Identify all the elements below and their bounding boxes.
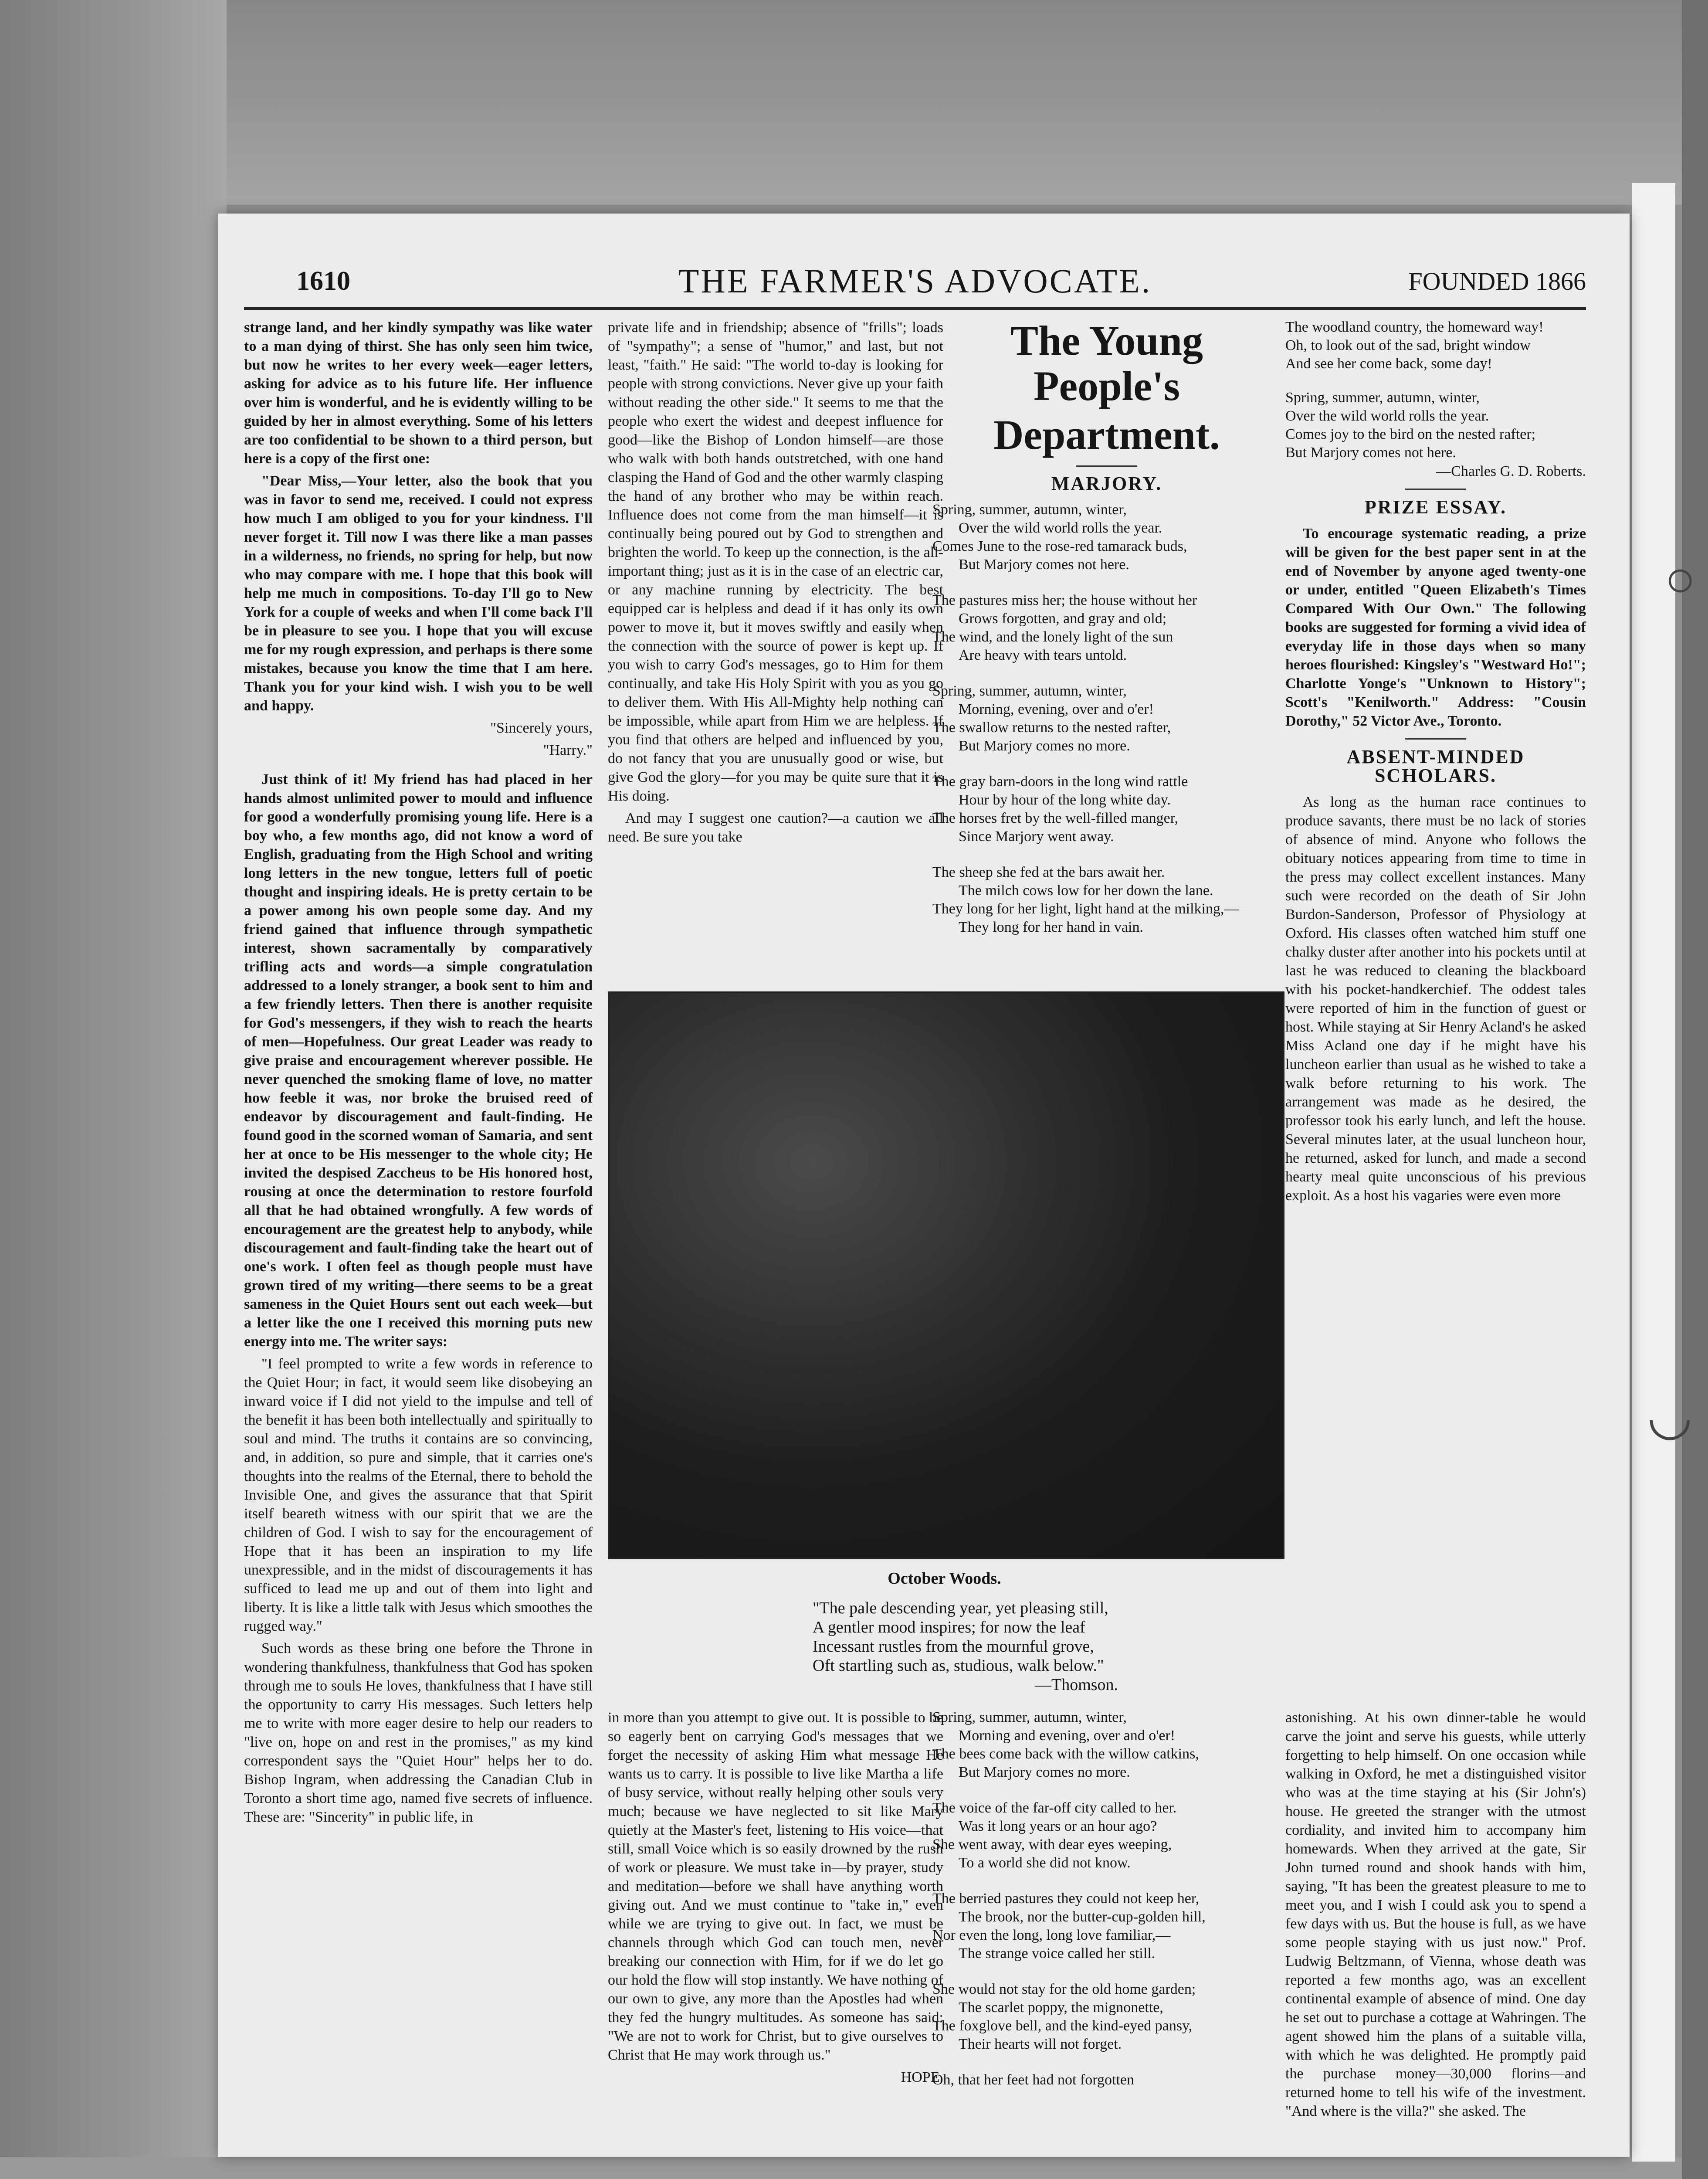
poem-stanza: [932, 1708, 1281, 1782]
verse-line: Over the wild world rolls the year.: [1285, 408, 1489, 424]
poem-line: The bees come back with the willow catkins,: [932, 1746, 1199, 1762]
poem-line: Over the wild world rolls the year.: [959, 520, 1162, 536]
poem-line: Morning and evening, over and o'er!: [959, 1728, 1176, 1744]
young-peoples-department: [932, 318, 1281, 954]
middle-bottom-column: [608, 1708, 943, 2090]
letter-signature: "Harry.": [543, 742, 593, 758]
founded-label: FOUNDED 1866: [1408, 267, 1586, 295]
poem-line: The gray barn-doors in the long wind rattle: [932, 774, 1188, 790]
prize-essay-heading: PRIZE ESSAY.: [1364, 496, 1507, 518]
poem-line: Are heavy with tears untold.: [959, 647, 1127, 663]
poem-line: Spring, summer, autumn, winter,: [932, 683, 1127, 699]
poem-title: MARJORY.: [1051, 473, 1162, 494]
closing-paragraph: Such words as these bring one before the Throne in wondering thankfulness, thankfulness that God has spoken through me to souls He loves, thankfulness that I have still the opportunity to carry His messages. Such letters help me to write with more eager desire to help our readers to "live on, hope on and rest in the promises," as my kind correspondent says the "Quiet Hour" helps her to do. Bishop Ingram, when addressing the Canadian Club in Toronto a short time ago, named five secrets of influence. These are: "Sincerity" in public life, in: [244, 1640, 593, 1825]
left-column: [244, 318, 593, 1830]
poem-line: The scarlet poppy, the mignonette,: [959, 1999, 1163, 2016]
page-header: [244, 261, 1586, 314]
poem-stanzas: [932, 501, 1281, 937]
poem-line: The sheep she fed at the bars await her.: [932, 864, 1165, 880]
poem-line: The pastures miss her; the house without her: [932, 592, 1197, 608]
binding-hole-icon: ○: [1664, 550, 1696, 608]
poem-line: They long for her hand in vain.: [959, 919, 1143, 935]
page-number: 1610: [296, 266, 350, 296]
caption-verse: [608, 1599, 1281, 1675]
verse-line: Comes joy to the bird on the nested rafter;: [1285, 426, 1536, 442]
poem-line: The brook, nor the butter-cup-golden hill,: [959, 1909, 1206, 1925]
scan-bottom-edge: [0, 2157, 1708, 2179]
poem-author: —Charles G. D. Roberts.: [1436, 463, 1586, 479]
poem-line: Hour by hour of the long white day.: [959, 792, 1171, 808]
poem-stanza: [932, 501, 1281, 574]
verse-line: Spring, summer, autumn, winter,: [1285, 390, 1480, 406]
poem-line: Oh, that her feet had not forgotten: [932, 2072, 1134, 2088]
verse-line: The woodland country, the homeward way!: [1285, 319, 1544, 335]
hope-signoff: HOPE.: [901, 2069, 943, 2085]
verse-line: A gentler mood inspires; for now the leaf: [813, 1618, 1085, 1636]
body-paragraph: Just think of it! My friend has had placed in her hands almost unlimited power to mould and influence for good a wonderfully promising young life. Here is a boy who, a few months ago, did not know a word of English, graduating from the High School and writing long letters in the new tongue, letters full of poetic thought and inspiring ideals. He is pretty certain to be a power among his own people some day. And my friend gained that influence through sympathetic interest, shown sacramentally by comparatively trifling acts and words—a simple congratulation addressed to a lonely stranger, a book sent to him and a few friendly letters. Then there is another requisite for God's messengers, if they wish to reach the hearts of men—Hopefulness. Our great Leader was ready to give praise and encouragement wherever possible. He never quenched the smoking flame of love, no matter how feeble it was, nor broke the bruised reed of endeavor by discouragement and fault-finding. He found good in the scorned woman of Samaria, and sent her at once to be His messenger to the whole city; He invited the despised Zaccheus to be His honored host, rousing at once the determination to restore fourfold all that he had obtained wrongfully. A few words of encouragement are the greatest help to anybody, while discouragement and fault-finding take the heart out of one's work. I often feel as though people must have grown tired of my writing—there seems to be a great sameness in the Quiet Hours sent out each week—but a letter like the one I received this morning puts new energy into me. The writer says:: [244, 771, 593, 1350]
masthead-title: THE FARMER'S ADVOCATE.: [678, 262, 1152, 300]
scan-right-edge: [1682, 0, 1708, 2179]
poem-line: Spring, summer, autumn, winter,: [932, 1709, 1127, 1725]
verse-line: Oh, to look out of the sad, bright window: [1285, 337, 1531, 353]
intro-paragraph: strange land, and her kindly sympathy was like water to a man dying of thirst. She has only seen him twice, but now he writes to her every week—eager letters, asking for advice as to his future life. Her influence over him is wonderful, and he is evidently willing to be guided by her in almost everything. Some of his letters are too confidential to be shown to a third person, but here is a copy of the first one:: [244, 319, 593, 467]
scan-left-edge: [0, 0, 227, 2179]
poem-line: The wind, and the lonely light of the sun: [932, 629, 1173, 645]
poem-stanza: [932, 2071, 1281, 2089]
absent-minded-heading: ABSENT-MINDED SCHOLARS.: [1346, 746, 1525, 786]
poem-line: But Marjory comes no more.: [959, 1764, 1130, 1780]
poem-stanza: [932, 863, 1281, 937]
poem-line: The foxglove bell, and the kind-eyed pansy,: [932, 2018, 1193, 2034]
poem-line: The berried pastures they could not keep her,: [932, 1891, 1200, 1907]
poem-stanza: [932, 1799, 1281, 1872]
caution-paragraph: And may I suggest one caution?—a caution we all need. Be sure you take: [608, 810, 943, 845]
poem-stanza: [932, 591, 1281, 665]
scan-top-edge: [0, 0, 1708, 205]
poem-line: The horses fret by the well-filled manger,: [932, 810, 1179, 826]
poem-line: Grows forgotten, and gray and old;: [959, 611, 1167, 627]
poem-line: But Marjory comes no more.: [959, 738, 1130, 754]
poem-line: She would not stay for the old home garden;: [932, 1981, 1196, 1997]
poem-line: Was it long years or an hour ago?: [959, 1818, 1157, 1834]
verse-line: Oft startling such as, studious, walk below.": [813, 1656, 1104, 1675]
poem-line: To a world she did not know.: [959, 1855, 1131, 1871]
poem-line: Comes June to the rose-red tamarack buds,: [932, 538, 1187, 554]
caption-author: —Thomson.: [1035, 1676, 1118, 1694]
letter-paragraph: "Dear Miss,—Your letter, also the book that you was in favor to send me, received. I could not express how much I am obliged to you for your kindness. I'll never forget it. Till now I was there like a man passes in a wilderness, no friends, no spring for help, but now who may compare with me. I hope that this book will help me much in compositions. To-day I'll go to New York for a couple of weeks and when I'll come back I'll be in pleasure to see you. I hope that you will excuse me for my rough expression, and perhaps is there some mistakes, because you know the time that I am here. Thank you for your kind wish. I wish you to be well and happy.: [244, 473, 593, 714]
poem-line: Spring, summer, autumn, winter,: [932, 502, 1127, 518]
department-subtitle: Department.: [993, 411, 1220, 458]
middle-bottom-paragraph: in more than you attempt to give out. It is possible to be so eagerly bent on carrying God's messages that we forget the necessity of asking Him what message He wants us to carry. It is possible to live like Martha a life of busy service, without really helping other souls very much; because we have neglected to sit like Mary quietly at the Master's feet, listening to His voice—that still, small Voice which is so easily drowned by the rush of work or pleasure. We must take in—by prayer, study and meditation—before we shall have anything worth giving out. And we must continue to "take in," even while we are trying to give out. In fact, we must be channels through which God can touch men, never breaking our connection with Him, for if we do let go our hold the flow will stop instantly. We have nothing of our own to give, any more than the Apostles had when they fed the hungry multitudes. As someone has said: "We are not to work for Christ, but to give ourselves to Christ that He may work through us.": [608, 1710, 943, 2063]
october-woods-photo: [608, 991, 1284, 1559]
poem-final-stanza: [1285, 389, 1586, 462]
poem-line: The milch cows low for her down the lane.: [959, 882, 1213, 899]
absent-minded-text: As long as the human race continues to produce savants, there must be no lack of stories of absence of mind. Anyone who follows the obituary notices appearing from time to time in the press may collect excellent instances. Many such were recorded on the death of Sir John Burdon-Sanderson, Professor of Physiology at Oxford. His classes often watched him stuff one chalky duster after another into his pockets until at last he was reduced to cleaning the blackboard with his pocket-handkerchief. The oddest tales were reported of him in the function of guest or host. While staying at Sir Henry Acland's he asked Miss Acland one day if he might have his luncheon earlier than usual as he wished to take a walk before returning to his work. The arrangement was made as he desired, the professor took his early lunch, and left the house. Several minutes later, at the usual luncheon hour, he returned, asked for lunch, and made a second hearty meal quite unconscious of his previous exploit. As a host his vagaries were even more: [1285, 794, 1586, 1204]
letter-closing: "Sincerely yours,: [490, 720, 593, 736]
right-bottom-column: [1285, 1708, 1586, 2124]
header-rule: [244, 307, 1586, 310]
middle-paragraph: private life and in friendship; absence of "frills"; loads of "sympathy"; a sense of "humor," and last, but not least, "faith." He said: "The world to-day is looking for people with strong convictions. Never give up your faith without reading the other side." It seems to me that the people who exert the widest and deepest influence for good—like the Bishop of London himself—are those who walk with both hands outstretched, with one hand clasping the Hand of God and the other warmly clasping the hand of any brother who may be within reach. Influence does not come from the man himself—it is continually being poured out by God to strengthen and brighten the world. To keep up the connection, is the all-important thing; just as it is in the case of an electric car, or any machine running by electricity. The best equipped car is helpless and dead if it has only its own power to move it, but it moves swiftly and easily when the connection with the source of power is kept up. If you wish to carry God's messages, go to Him for them continually, and take His Holy Spirit with you as you go to deliver them. With His All-Mighty help nothing can be impossible, while apart from Him we are helpless. If you find that others are helped and influenced by you, do not fancy that you are unusually good or wise, but give God the glory—for you may be quite sure that it is His doing.: [608, 319, 943, 804]
poem-stanza: [932, 1890, 1281, 1963]
poem-continued: [932, 1708, 1281, 2107]
poem-line: The swallow returns to the nested rafter,: [932, 720, 1171, 736]
quote-paragraph: "I feel prompted to write a few words in reference to the Quiet Hour; in fact, it would seem like disobeying an inward voice if I did not yield to the impulse and tell of the benefit it has been both intellectually and spiritually to soul and mind. The truths it contains are so convincing, and, in addition, so pure and simple, that it carries one's thoughts into the realms of the Eternal, there to behold the Invisible One, and gives the assurance that that Spirit itself beareth witness with our spirit that we are the children of God. I wish to say for the encouragement of Hope that it has been an inspiration to my life unexpressible, and in the midst of discouragements it has sufficed to lead me up and out of them into light and liberty. It is like a little talk with Jesus which smoothes the rugged way.": [244, 1356, 593, 1634]
verse-line: And see her come back, some day!: [1285, 356, 1492, 372]
verse-line: Incessant rustles from the mournful grove,: [813, 1637, 1094, 1656]
poem-stanza: [932, 682, 1281, 755]
department-title: The Young People's: [1010, 317, 1203, 409]
title-rule: [1076, 465, 1137, 467]
poem-line: Nor even the long, long love familiar,—: [932, 1927, 1171, 1943]
binding-hole-icon: ◡: [1647, 1387, 1693, 1445]
poem-line: Morning, evening, over and o'er!: [959, 701, 1154, 717]
poem-line: Their hearts will not forget.: [959, 2036, 1122, 2052]
poem-line: But Marjory comes not here.: [959, 557, 1129, 573]
poem-line: The strange voice called her still.: [959, 1945, 1156, 1962]
verse-line: "The pale descending year, yet pleasing still,: [813, 1599, 1108, 1617]
poem-stanzas-continued: [932, 1708, 1281, 2089]
middle-column: [608, 318, 943, 850]
section-rule-2: [1405, 738, 1466, 740]
poem-stanza: [932, 1980, 1281, 2053]
facing-page-edge: [1632, 183, 1675, 2162]
poem-ending: [1285, 318, 1586, 373]
poem-line: They long for her light, light hand at the milking,—: [932, 901, 1239, 917]
verse-line: But Marjory comes not here.: [1285, 445, 1456, 461]
absent-minded-continued: astonishing. At his own dinner-table he would carve the joint and serve his guests, while utterly forgetting to help himself. On one occasion while walking in Oxford, he met a distinguished visitor who was at the time staying at his (Sir John's) house. He greeted the stranger with the utmost cordiality, and invited him to accompany him homewards. When they arrived at the gate, Sir John turned round and shook hands with him, saying, "It has been the greatest pleasure to me to meet you, and I wish I could ask you to spend a few days with us. But the house is full, as we have some people staying with us just now." Prof. Ludwig Beltzmann, of Vienna, whose death was reported a few months ago, was an excellent continental example of absence of mind. One day he set out to purchase a cottage at Wahringen. The agent showed him the plans of a suitable villa, with which he was delighted. He promptly paid the purchase money—30,000 florins—and returned home to tell his wife of the investment. "And where is the villa?" she asked. The: [1285, 1710, 1586, 2119]
section-rule: [1405, 489, 1466, 490]
right-column: [1285, 318, 1586, 1208]
poem-line: Since Marjory went away.: [959, 828, 1114, 845]
photo-caption: [608, 1569, 1281, 1694]
poem-line: She went away, with dear eyes weeping,: [932, 1836, 1172, 1853]
poem-stanza: [932, 773, 1281, 846]
prize-essay-text: To encourage systematic reading, a prize will be given for the best paper sent in at the end of November by anyone aged twenty-one or under, entitled "Queen Elizabeth's Times Compared With Our Own." The following books are suggested for forming a vivid idea of everyday life in those days when so many heroes flourished: Kingsley's "Westward Ho!"; Charlotte Yonge's "Unknown to History"; Scott's "Kenilworth." Address: "Cousin Dorothy," 52 Victor Ave., Toronto.: [1285, 526, 1586, 729]
poem-line: The voice of the far-off city called to her.: [932, 1800, 1177, 1816]
caption-title: October Woods.: [888, 1569, 1001, 1588]
